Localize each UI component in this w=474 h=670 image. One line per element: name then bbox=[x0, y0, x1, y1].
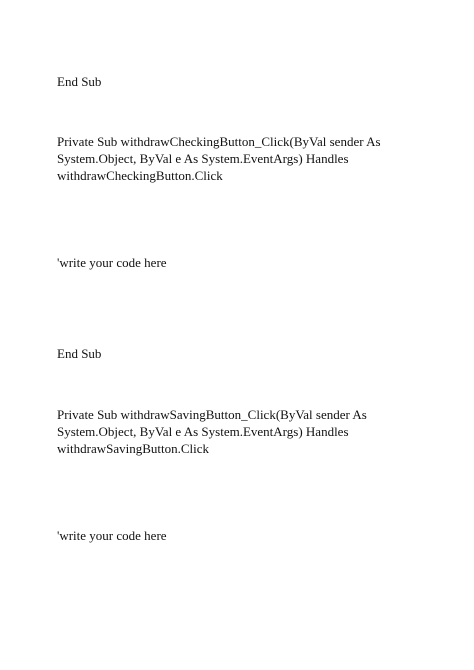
code-line: System.Object, ByVal e As System.EventArgs) Handles bbox=[57, 424, 349, 439]
code-comment: 'write your code here bbox=[57, 528, 167, 543]
code-line: withdrawSavingButton.Click bbox=[57, 441, 210, 456]
code-comment: 'write your code here bbox=[57, 255, 167, 270]
end-sub-line: End Sub bbox=[57, 74, 102, 89]
code-line: Private Sub withdrawCheckingButton_Click(ByVal sender As bbox=[57, 134, 381, 149]
code-line: withdrawCheckingButton.Click bbox=[57, 168, 223, 183]
code-line: Private Sub withdrawSavingButton_Click(ByVal sender As bbox=[57, 407, 367, 422]
code-line: System.Object, ByVal e As System.EventArgs) Handles bbox=[57, 151, 349, 166]
withdraw-checking-declaration bbox=[57, 133, 457, 184]
end-sub-line: End Sub bbox=[57, 346, 102, 361]
withdraw-saving-declaration bbox=[57, 406, 457, 457]
